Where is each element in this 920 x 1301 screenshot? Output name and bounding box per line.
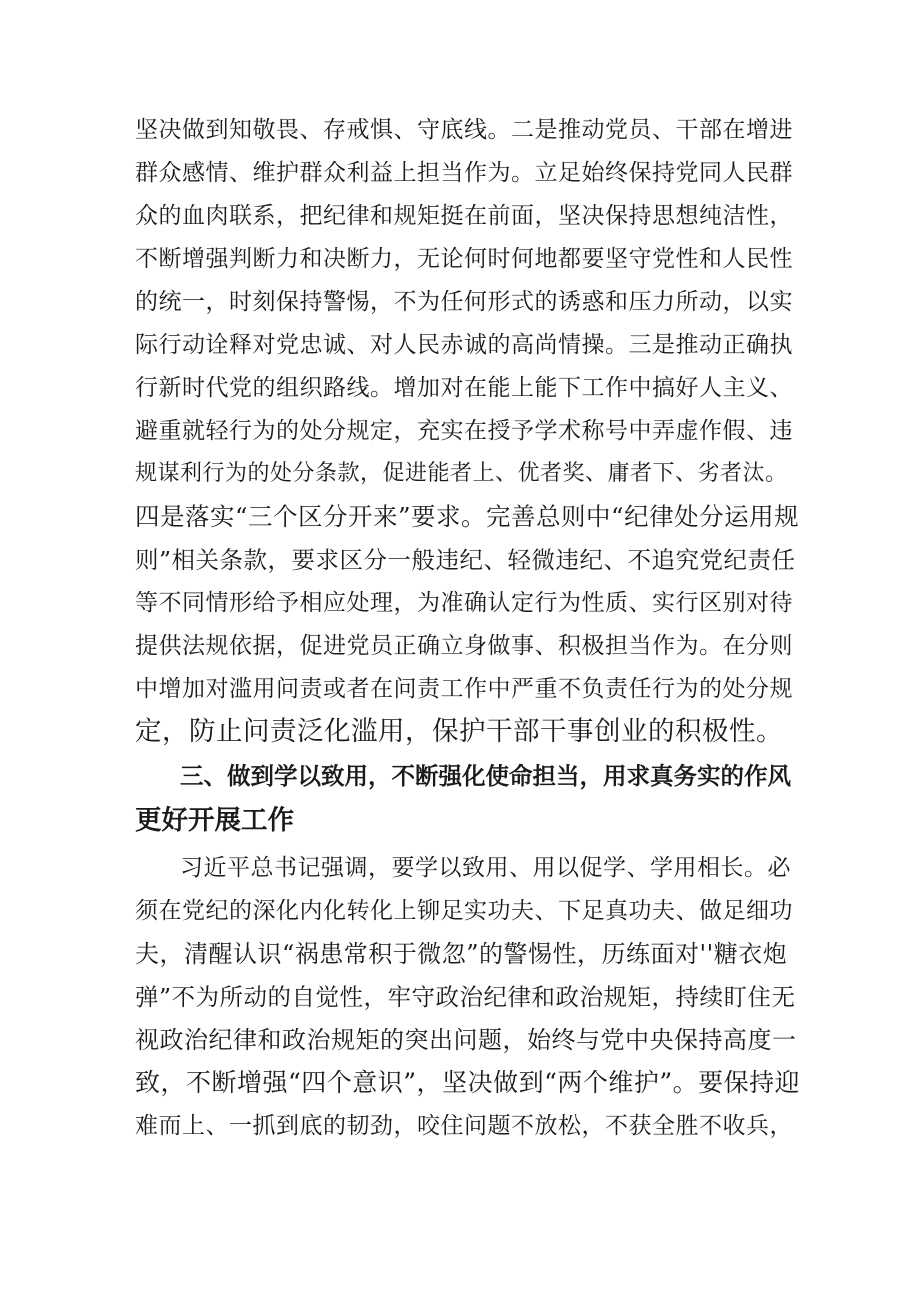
paragraph-line: 等不同情形给予相应处理，为准确认定行为性质、实行区别对待 — [135, 590, 793, 616]
paragraph-line: 的统一，时刻保持警惕，不为任何形式的诱惑和压力所动，以实 — [135, 289, 793, 315]
paragraph-line: 提供法规依据，促进党员正确立身做事、积极担当作为。在分则 — [135, 633, 793, 659]
paragraph-line: 视政治纪律和政治规矩的突出问题，始终与党中央保持高度一 — [135, 1026, 797, 1054]
section-heading: 更好开展工作 — [135, 805, 294, 836]
paragraph-line: 习近平总书记强调，要学以致用、用以促学、学用相长。必 — [180, 855, 791, 881]
paragraph-line: 难而上、一抓到底的韧劲，咬住问题不放松，不获全胜不收兵， — [135, 1113, 793, 1139]
paragraph-line: 夫，清醒认识“祸患常积于微忽”的警惕性，历练面对''糖衣炮 — [135, 940, 788, 968]
paragraph-line: 际行动诠释对党忠诚、对人民赤诚的高尚情操。三是推动正确执 — [135, 332, 793, 358]
paragraph-line: 弹”不为所动的自觉性，牢守政治纪律和政治规矩，持续盯住无 — [135, 983, 796, 1011]
paragraph-line: 中增加对滥用问责或者在问责工作中严重不负责任行为的处分规 — [135, 676, 793, 702]
paragraph-line: 群众感情、维护群众利益上担当作为。立足始终保持党同人民群 — [135, 160, 793, 186]
paragraph-line: 坚决做到知敬畏、存戒惧、守底线。二是推动党员、干部在增进 — [135, 117, 793, 143]
paragraph-line: 致，不断增强“四个意识”，坚决做到“两个维护”。要保持迎 — [135, 1068, 801, 1097]
paragraph-line: 不断增强判断力和决断力，无论何时何地都要坚守党性和人民性 — [135, 246, 793, 272]
paragraph-line: 避重就轻行为的处分规定，充实在授予学术称号中弄虚作假、违 — [135, 418, 793, 444]
paragraph-line: 定，防止问责泛化滥用，保护干部干事创业的积极性。 — [135, 716, 783, 747]
paragraph-line: 四是落实“三个区分开来”要求。完善总则中“纪律处分运用规 — [135, 502, 800, 531]
paragraph-line: 行新时代党的组织路线。增加对在能上能下工作中搞好人主义、 — [135, 375, 793, 401]
paragraph-line: 众的血肉联系，把纪律和规矩挺在前面，坚决保持思想纯洁性， — [135, 203, 793, 229]
paragraph-line: 须在党纪的深化内化转化上铆足实功夫、下足真功夫、做足细功 — [135, 898, 793, 924]
paragraph-line: 则”相关条款，要求区分一般违纪、轻微违纪、不追究党纪责任 — [135, 546, 796, 574]
section-heading: 三、做到学以致用，不断强化使命担当，用求真务实的作风 — [180, 762, 791, 790]
paragraph-line: 规谋利行为的处分条款，促进能者上、优者奖、庸者下、劣者汰。 — [135, 461, 788, 486]
